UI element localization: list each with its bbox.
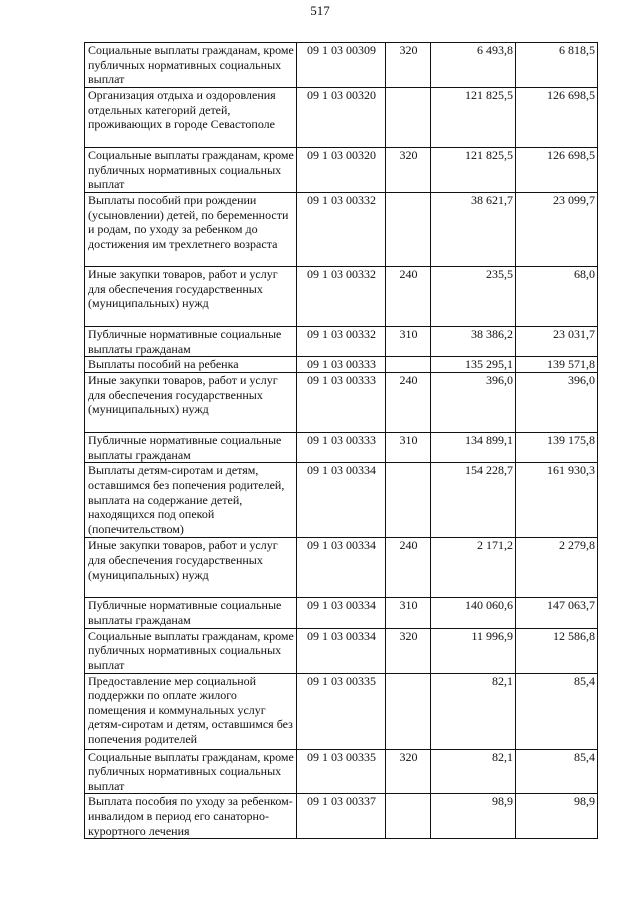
cell-value-2: 147 063,7 [516, 598, 598, 628]
cell-value-1: 396,0 [431, 373, 516, 433]
cell-name: Выплаты детям-сиротам и детям, оставшимся без попечения родителей, выплата на содержание детей, находящихся под опекой (попечительством) [85, 463, 297, 538]
table-row [85, 43, 598, 88]
cell-expense-type: 310 [386, 433, 431, 463]
budget-table-body [85, 43, 598, 839]
cell-expense-type: 240 [386, 267, 431, 327]
cell-code: 09 1 03 00334 [297, 538, 386, 598]
cell-name: Выплаты пособий на ребенка [85, 357, 297, 373]
table-row [85, 193, 598, 267]
cell-value-1: 38 386,2 [431, 327, 516, 357]
cell-value-2: 126 698,5 [516, 88, 598, 148]
cell-name: Организация отдыха и оздоровления отдельных категорий детей, проживающих в городе Севастополе [85, 88, 297, 148]
table-row [85, 598, 598, 628]
cell-code: 09 1 03 00320 [297, 148, 386, 193]
cell-expense-type [386, 357, 431, 373]
cell-code: 09 1 03 00335 [297, 749, 386, 794]
cell-code: 09 1 03 00337 [297, 794, 386, 839]
cell-code: 09 1 03 00320 [297, 88, 386, 148]
cell-code: 09 1 03 00332 [297, 193, 386, 267]
table-row [85, 463, 598, 538]
cell-name: Публичные нормативные социальные выплаты гражданам [85, 327, 297, 357]
cell-code: 09 1 03 00333 [297, 433, 386, 463]
cell-code: 09 1 03 00334 [297, 463, 386, 538]
cell-expense-type [386, 463, 431, 538]
table-row [85, 433, 598, 463]
cell-value-1: 154 228,7 [431, 463, 516, 538]
cell-value-2: 85,4 [516, 673, 598, 749]
cell-expense-type: 240 [386, 373, 431, 433]
cell-name: Выплаты пособий при рождении (усыновлении) детей, по беременности и родам, по уходу за ребенком до достижения им трехлетнего возраста [85, 193, 297, 267]
table-row [85, 673, 598, 749]
cell-value-1: 38 621,7 [431, 193, 516, 267]
cell-name: Иные закупки товаров, работ и услуг для обеспечения государственных (муниципальных) нужд [85, 538, 297, 598]
cell-value-1: 82,1 [431, 749, 516, 794]
cell-expense-type [386, 673, 431, 749]
cell-name: Иные закупки товаров, работ и услуг для обеспечения государственных (муниципальных) нужд [85, 373, 297, 433]
cell-expense-type: 310 [386, 598, 431, 628]
page-number: 517 [310, 3, 330, 18]
cell-value-2: 2 279,8 [516, 538, 598, 598]
table-row [85, 357, 598, 373]
table-row [85, 267, 598, 327]
cell-name: Публичные нормативные социальные выплаты гражданам [85, 433, 297, 463]
cell-value-1: 11 996,9 [431, 628, 516, 673]
cell-value-1: 6 493,8 [431, 43, 516, 88]
cell-code: 09 1 03 00335 [297, 673, 386, 749]
cell-expense-type [386, 794, 431, 839]
cell-value-2: 126 698,5 [516, 148, 598, 193]
cell-value-2: 396,0 [516, 373, 598, 433]
cell-value-2: 161 930,3 [516, 463, 598, 538]
cell-name: Иные закупки товаров, работ и услуг для обеспечения государственных (муниципальных) нужд [85, 267, 297, 327]
table-row [85, 749, 598, 794]
cell-value-1: 135 295,1 [431, 357, 516, 373]
cell-code: 09 1 03 00333 [297, 373, 386, 433]
cell-value-2: 6 818,5 [516, 43, 598, 88]
cell-expense-type: 320 [386, 148, 431, 193]
cell-expense-type: 240 [386, 538, 431, 598]
cell-expense-type [386, 88, 431, 148]
cell-value-1: 121 825,5 [431, 148, 516, 193]
cell-value-1: 134 899,1 [431, 433, 516, 463]
cell-value-1: 82,1 [431, 673, 516, 749]
cell-value-2: 23 099,7 [516, 193, 598, 267]
cell-code: 09 1 03 00334 [297, 598, 386, 628]
cell-expense-type: 320 [386, 628, 431, 673]
table-row [85, 88, 598, 148]
cell-expense-type [386, 193, 431, 267]
cell-value-2: 85,4 [516, 749, 598, 794]
table-row [85, 327, 598, 357]
cell-value-2: 12 586,8 [516, 628, 598, 673]
table-row [85, 628, 598, 673]
cell-value-2: 23 031,7 [516, 327, 598, 357]
cell-value-1: 98,9 [431, 794, 516, 839]
cell-value-1: 121 825,5 [431, 88, 516, 148]
cell-name: Социальные выплаты гражданам, кроме публичных нормативных социальных выплат [85, 148, 297, 193]
cell-code: 09 1 03 00333 [297, 357, 386, 373]
cell-expense-type: 310 [386, 327, 431, 357]
cell-name: Выплата пособия по уходу за ребенком-инвалидом в период его санаторно-курортного лечения [85, 794, 297, 839]
budget-table [84, 42, 598, 839]
cell-code: 09 1 03 00332 [297, 327, 386, 357]
cell-value-2: 139 571,8 [516, 357, 598, 373]
cell-code: 09 1 03 00309 [297, 43, 386, 88]
cell-value-2: 139 175,8 [516, 433, 598, 463]
cell-value-2: 68,0 [516, 267, 598, 327]
table-row [85, 794, 598, 839]
cell-code: 09 1 03 00332 [297, 267, 386, 327]
cell-value-1: 140 060,6 [431, 598, 516, 628]
cell-code: 09 1 03 00334 [297, 628, 386, 673]
table-row [85, 538, 598, 598]
cell-name: Социальные выплаты гражданам, кроме публичных нормативных социальных выплат [85, 43, 297, 88]
cell-expense-type: 320 [386, 43, 431, 88]
cell-value-2: 98,9 [516, 794, 598, 839]
cell-name: Предоставление мер социальной поддержки по оплате жилого помещения и коммунальных услуг детям-сиротам и детям, оставшимся без попечения родителей [85, 673, 297, 749]
cell-expense-type: 320 [386, 749, 431, 794]
table-row [85, 148, 598, 193]
cell-name: Социальные выплаты гражданам, кроме публичных нормативных социальных выплат [85, 628, 297, 673]
cell-name: Социальные выплаты гражданам, кроме публичных нормативных социальных выплат [85, 749, 297, 794]
cell-name: Публичные нормативные социальные выплаты гражданам [85, 598, 297, 628]
cell-value-1: 2 171,2 [431, 538, 516, 598]
table-row [85, 373, 598, 433]
cell-value-1: 235,5 [431, 267, 516, 327]
